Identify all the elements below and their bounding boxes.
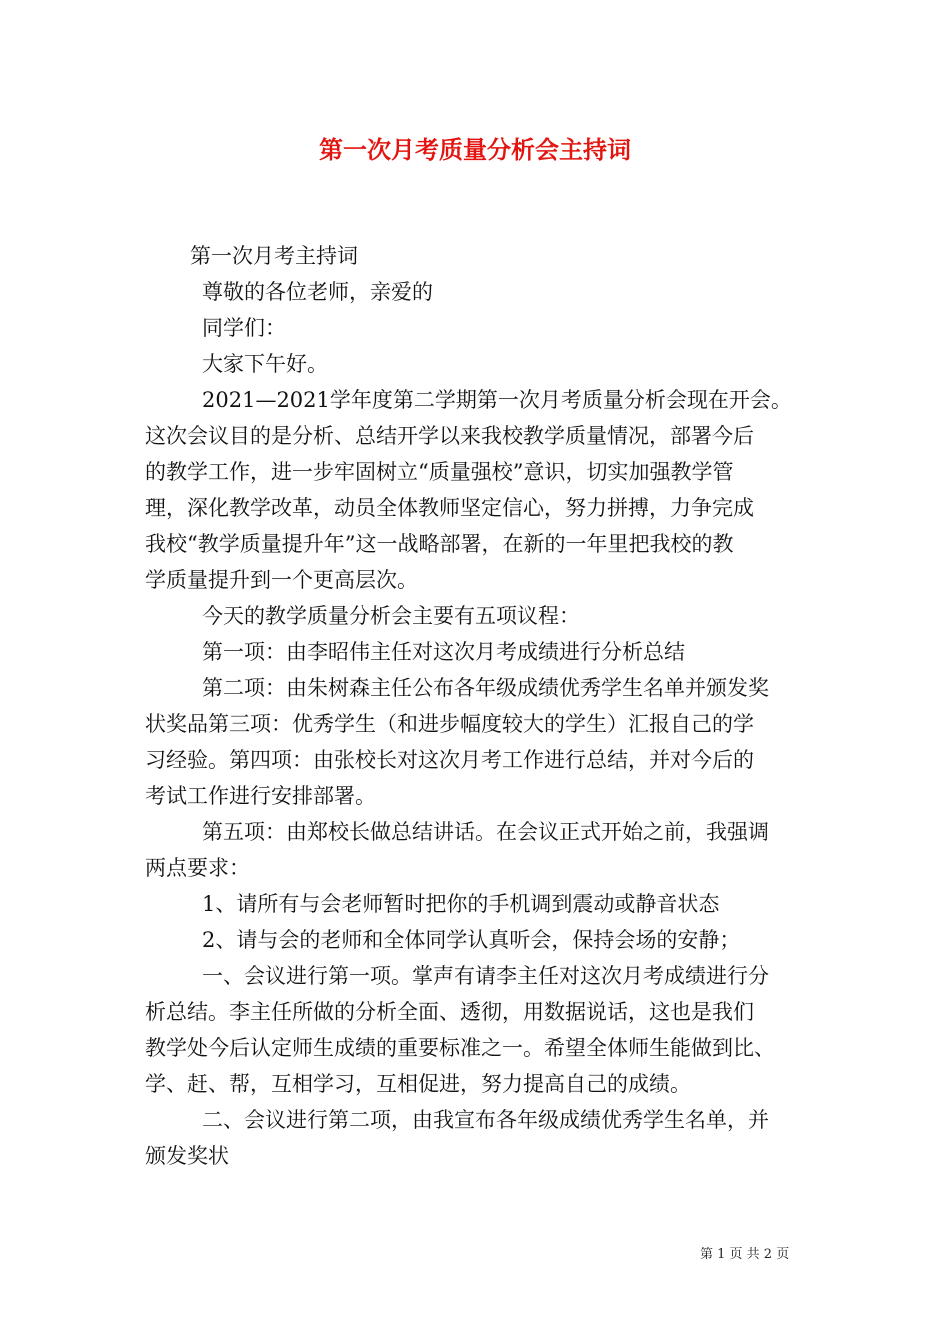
body-line: 析总结。李主任所做的分析全面、透彻，用数据说话，这也是我们 <box>145 1000 754 1024</box>
body-line: 我校“教学质量提升年”这一战略部署，在新的一年里把我校的教 <box>145 532 734 556</box>
body-line: 这次会议目的是分析、总结开学以来我校教学质量情况，部署今后 <box>145 424 754 448</box>
body-line: 2021—2021学年度第二学期第一次月考质量分析会现在开会。 <box>202 388 792 412</box>
body-line: 两点要求： <box>145 856 250 880</box>
body-line: 状奖品第三项：优秀学生（和进步幅度较大的学生）汇报自己的学 <box>145 712 754 736</box>
body-line: 2、请与会的老师和全体同学认真听会，保持会场的安静； <box>202 928 741 952</box>
body-line: 大家下午好。 <box>202 352 328 376</box>
document-title: 第一次月考质量分析会主持词 <box>319 135 631 164</box>
body-line: 第五项：由郑校长做总结讲话。在会议正式开始之前，我强调 <box>202 820 769 844</box>
body-line: 今天的教学质量分析会主要有五项议程： <box>202 604 580 628</box>
body-line: 一、会议进行第一项。掌声有请李主任对这次月考成绩进行分 <box>202 964 769 988</box>
body-line: 理，深化教学改革，动员全体教师坚定信心，努力拼搏，力争完成 <box>145 496 754 520</box>
body-line: 第二项：由朱树森主任公布各年级成绩优秀学生名单并颁发奖 <box>202 676 769 700</box>
body-line: 1、请所有与会老师暂时把你的手机调到震动或静音状态 <box>202 892 720 916</box>
body-line: 的教学工作，进一步牢固树立“质量强校”意识，切实加强教学管 <box>145 460 734 484</box>
body-line: 颁发奖状 <box>145 1144 229 1168</box>
page-number-footer: 第 1 页 共 2 页 <box>700 1247 790 1262</box>
body-line: 考试工作进行安排部署。 <box>145 784 376 808</box>
body-line: 第一次月考主持词 <box>190 244 358 268</box>
body-line: 尊敬的各位老师，亲爱的 <box>202 280 433 304</box>
body-line: 二、会议进行第二项，由我宣布各年级成绩优秀学生名单，并 <box>202 1108 769 1132</box>
body-line: 教学处今后认定师生成绩的重要标准之一。希望全体师生能做到比、 <box>145 1036 775 1060</box>
body-line: 第一项：由李昭伟主任对这次月考成绩进行分析总结 <box>202 640 685 664</box>
body-line: 学质量提升到一个更高层次。 <box>145 568 418 592</box>
body-line: 学、赶、帮，互相学习，互相促进，努力提高自己的成绩。 <box>145 1072 691 1096</box>
body-line: 习经验。第四项：由张校长对这次月考工作进行总结，并对今后的 <box>145 748 754 772</box>
body-line: 同学们： <box>202 316 286 340</box>
